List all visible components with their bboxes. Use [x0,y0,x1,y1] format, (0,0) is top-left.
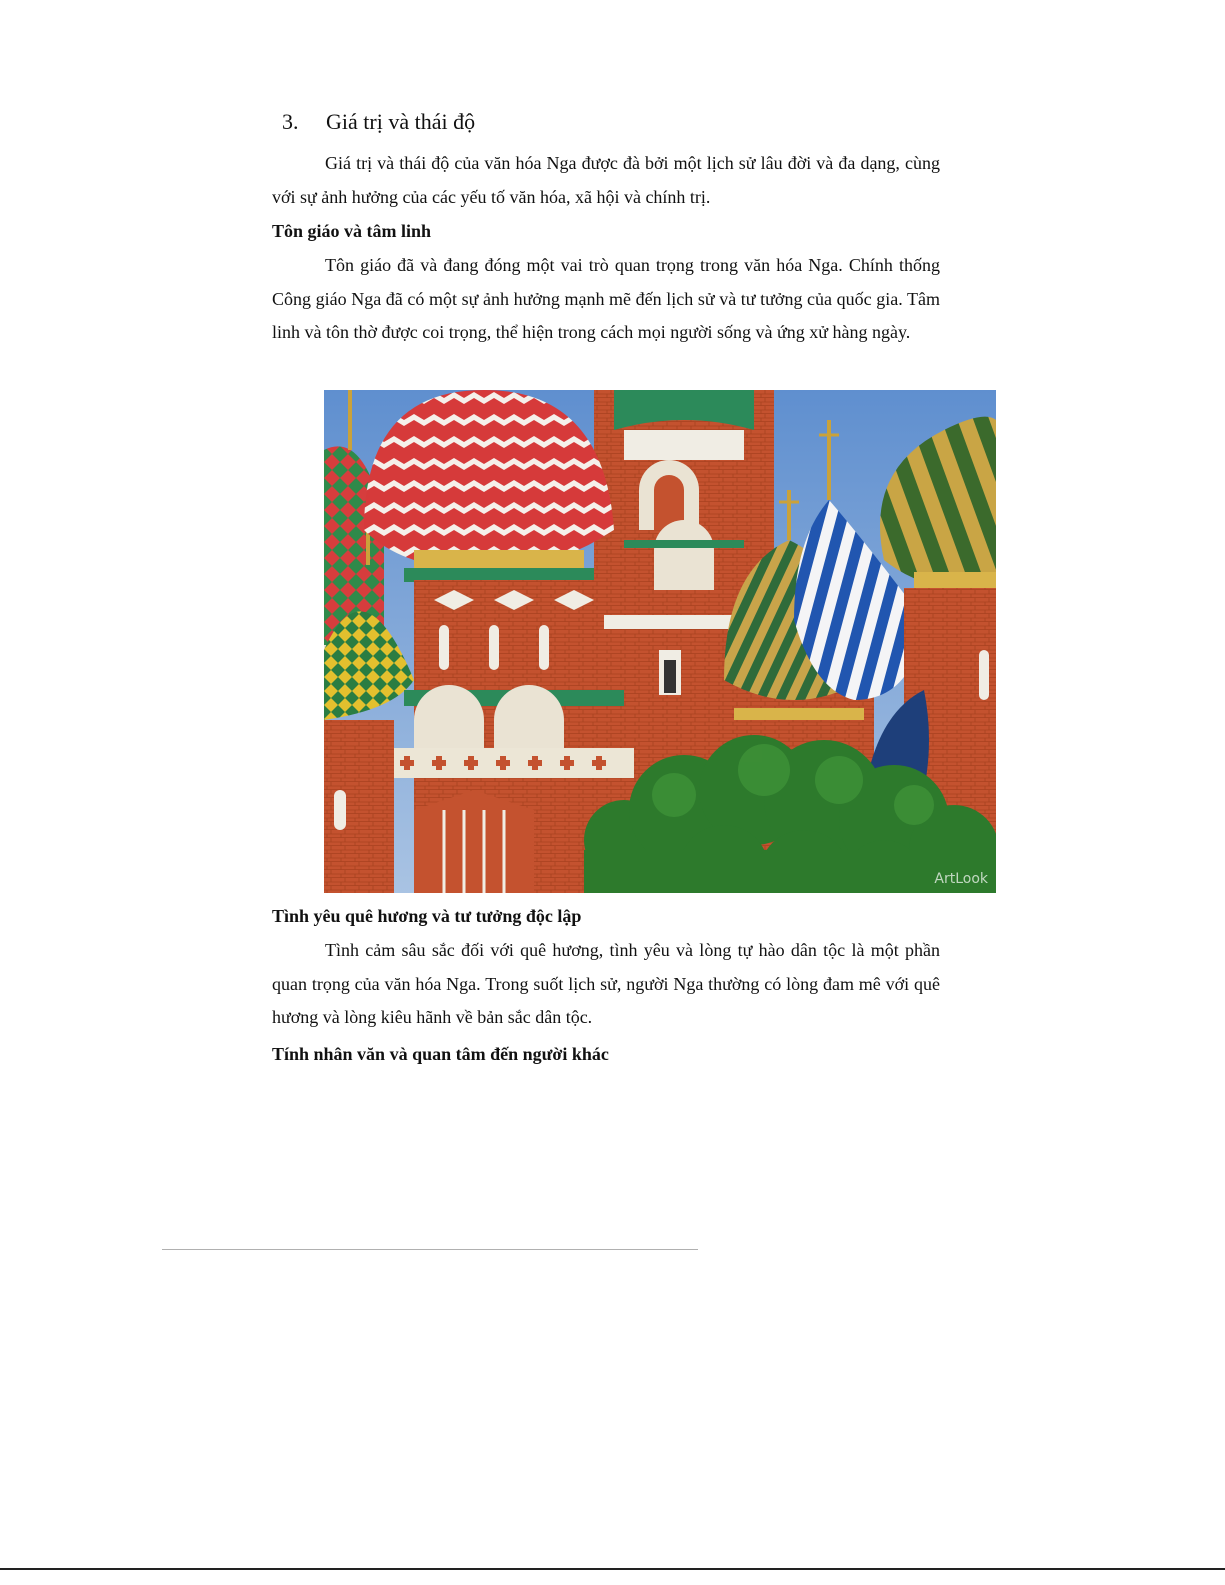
patriotism-paragraph: Tình cảm sâu sắc đối với quê hương, tình yêu và lòng tự hào dân tộc là một phần quan trọng của văn hóa Nga. Trong suốt lịch sử, người Nga thường có lòng đam mê với quê hương và lòng kiêu hãnh về bản sắc dân tộc. [272,940,940,1027]
religion-paragraph: Tôn giáo đã và đang đóng một vai trò quan trọng trong văn hóa Nga. Chính thống Công giáo Nga đã có một sự ảnh hưởng mạnh mẽ đến lịch sử và tư tưởng của quốc gia. Tâm linh và tôn thờ được coi trọng, thể hiện trong cách mọi người sống và ứng xử hàng ngày. [272,255,940,342]
humanism-heading: Tính nhân văn và quan tâm đến người khác [272,1044,609,1064]
patriotism-heading: Tình yêu quê hương và tư tưởng độc lập [272,906,582,926]
page-bottom-edge [0,1568,1225,1570]
section-number: 3. [282,109,299,134]
section-heading [282,106,475,138]
intro-paragraph: Giá trị và thái độ của văn hóa Nga được đà bởi một lịch sử lâu đời và đa dạng, cùng với sự ảnh hưởng của các yếu tố văn hóa, xã hội và chính trị. [272,153,940,207]
cathedral-photo [324,390,996,893]
section-title: Giá trị và thái độ [326,109,476,134]
religion-heading: Tôn giáo và tâm linh [272,221,432,241]
footnote-separator [162,1249,698,1250]
photo-watermark: ArtLook [934,871,988,887]
